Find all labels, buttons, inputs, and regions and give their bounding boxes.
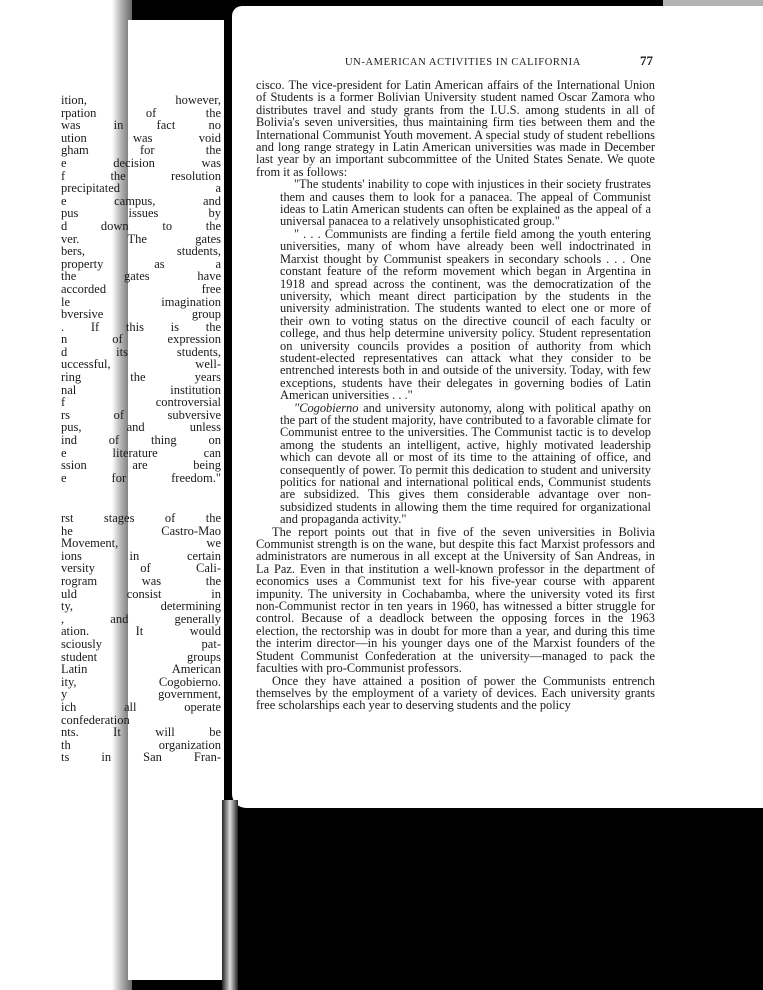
- left-page-line: ation. It would: [61, 624, 221, 639]
- paragraph-2: The report points out that in five of the seven universities in Bolivia Communist strength is on the wane, but despite this fact Marxist professors and administrators are numerous in all except at the University of San Andreas, in La Paz. Even in that institution a well-known professor in the department of economics uses a Communist text for his five-year course with apparent impunity. The university in Cochabamba, where the university voted its first non-Communist rector in ten years in 1960, has witnessed a bitter struggle for control. Because of a deadlock between the opposing forces in the 1963 election, the rectorship was in doubt for more than a year, and during this time the interim director—in his younger days one of the Marxist founders of the Student Communist Confederation at the university—managed to pack the faculties with pro-Communist professors.: [256, 524, 655, 676]
- left-page: [61, 20, 224, 980]
- left-page-line: accorded free: [61, 281, 221, 296]
- left-page-line: d down to the: [61, 218, 221, 233]
- left-page-line: f the resolution: [61, 168, 221, 183]
- quote-3: [280, 402, 651, 526]
- left-page-line: pus, and unless: [61, 420, 221, 435]
- left-page-text-block-1: [61, 94, 221, 484]
- left-page-line: confederation: [61, 712, 130, 727]
- left-page-line: ts in San Fran-: [61, 750, 221, 765]
- left-page-line: ring the years: [61, 370, 221, 385]
- left-page-line: Movement, we: [61, 536, 221, 551]
- quote-3-text: and university autonomy, along with political apathy on the part of the student majority, have contributed to a favorable climate for Communist entree to the universities. The Communist tactic is to develop among the students an intelligent, active, highly motivated leadership which can devote all or most of its time to the attaining of office, and consequently of power. To permit this dedication to student and university politics for national and international political ends, Communist students are subsidized. This gives them considerable advantage over non-subsidized students in allowing them the time required for organizational and propaganda activity.": [280, 400, 651, 527]
- book-spine: [222, 800, 238, 990]
- left-page-line: n of expression: [61, 332, 221, 347]
- quote-2: " . . . Communists are finding a fertile field among the youth entering universities, many of whom have already been well indoctrinated in Marxist thought by Communist speakers in secondary schools . . . One constant feature of the reform movement which began in Argentina in 1918 and spread across the continent, was the democratization of the university, which meant direct participation by the students in the university administration. The students wanted to elect one or more of their own to voting status on the directive council of each faculty or college, and thus help determine university policy. Student representation on university councils provides a position of authority from which student-elected representatives can attack what they consider to be entrenched interests both in and outside of the university. Today, with few exceptions, students have their delegates in governing bodies of Latin American universities . . .": [280, 226, 651, 403]
- left-page-line: ions in certain: [61, 548, 221, 563]
- left-page-line: rpation of the: [61, 105, 221, 120]
- left-page-line: d its students,: [61, 344, 221, 359]
- left-page-line: ty, determining: [61, 599, 221, 614]
- left-page-line: ity, Cogobierno.: [61, 674, 221, 689]
- left-page-line: ssion are being: [61, 458, 221, 473]
- paragraph-1: cisco. The vice-president for Latin American affairs of the International Union of Students is a former Bolivian University student named Oscar Zamora who distributes travel and study grants from the I.U.S. among students in all of Bolivia's seven universities, thus maintaining firm ties between them and the International Communist Youth movement. A special study of student rebellions and long range strategy in Latin American universities was made in December last year by an important subcommittee of the United States Senate. We quote from it as follows:: [256, 78, 655, 179]
- left-page-line: le imagination: [61, 294, 221, 309]
- left-page-line: property as a: [61, 256, 221, 271]
- left-page-line: uccessful, well-: [61, 357, 221, 372]
- left-page-line: rst stages of the: [61, 511, 221, 525]
- left-page-line: ich all operate: [61, 699, 221, 714]
- left-page-line: ind of thing on: [61, 433, 221, 448]
- left-page-text-block-2: [61, 512, 221, 764]
- left-page-line: ition, however,: [61, 93, 221, 107]
- left-page-line: pus issues by: [61, 206, 221, 221]
- left-page-line: ution was void: [61, 130, 221, 145]
- paragraph-3: Once they have attained a position of power the Communists entrench themselves by the employment of a variety of devices. Each university grants free scholarships each year to deserving students and the policy: [256, 673, 655, 713]
- left-page-line: bers, students,: [61, 244, 221, 259]
- left-page-line: Latin American: [61, 662, 221, 677]
- page-number: 77: [640, 53, 653, 68]
- left-page-line: e for freedom.": [61, 470, 221, 485]
- left-page-line: nts. It will be: [61, 725, 221, 740]
- body-text: [256, 79, 655, 712]
- right-page: [232, 6, 763, 808]
- left-page-line: gham for the: [61, 143, 221, 158]
- left-page-line: he Castro-Mao: [61, 523, 221, 538]
- left-page-line: precipitated a: [61, 181, 221, 196]
- left-page-line: y government,: [61, 687, 221, 702]
- left-page-line: the gates have: [61, 269, 221, 284]
- left-page-line: student groups: [61, 649, 221, 664]
- left-page-line: e decision was: [61, 155, 221, 170]
- left-page-line: was in fact no: [61, 118, 221, 133]
- left-page-line: ver. The gates: [61, 231, 221, 246]
- left-page-line: bversive group: [61, 307, 221, 322]
- left-page-line: rs of subversive: [61, 407, 221, 422]
- quote-3-italic-term: "Cogobierno: [294, 400, 359, 415]
- left-page-line: sciously pat-: [61, 636, 221, 651]
- scan-edge: [663, 0, 763, 8]
- left-page-line: uld consist in: [61, 586, 221, 601]
- left-page-line: nal institution: [61, 382, 221, 397]
- left-page-line: e campus, and: [61, 193, 221, 208]
- left-page-line: , and generally: [61, 611, 221, 626]
- left-page-line: f controversial: [61, 395, 221, 410]
- left-page-line: rogram was the: [61, 573, 221, 588]
- quote-1: "The students' inability to cope with injustices in their society frustrates them and causes them to look for a panacea. The appeal of Communist ideas to Latin American students can often be explained as the appeal of a universal panacea to a relatively unsophisticated group.": [280, 177, 651, 229]
- left-page-line: th organization: [61, 737, 221, 752]
- left-page-line: . If this is the: [61, 319, 221, 334]
- left-page-line: versity of Cali-: [61, 561, 221, 576]
- left-page-line: e literature can: [61, 445, 221, 460]
- running-header: UN-AMERICAN ACTIVITIES IN CALIFORNIA: [345, 57, 581, 68]
